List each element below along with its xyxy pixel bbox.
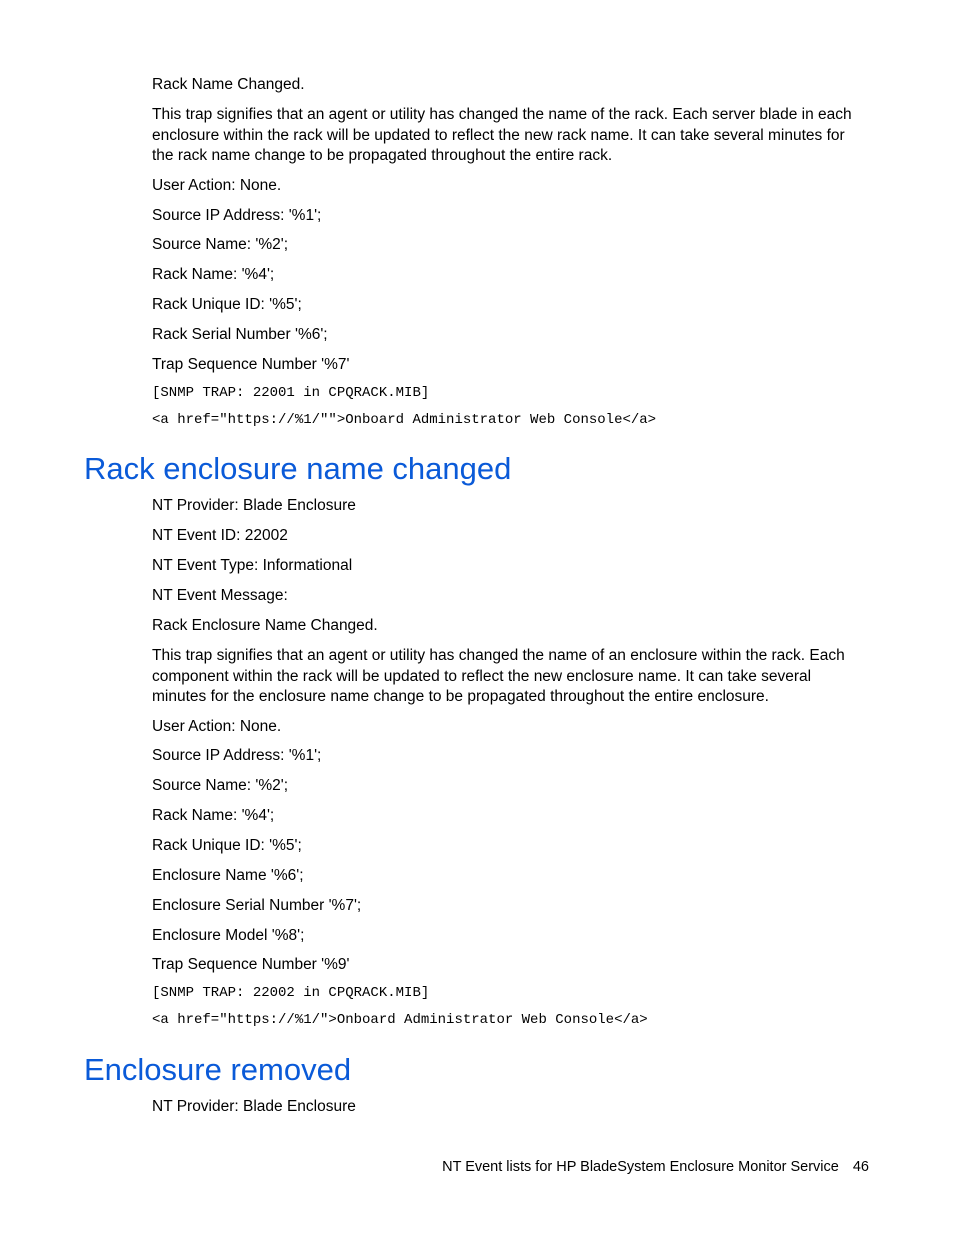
snmp-trap-line: [SNMP TRAP: 22002 in CPQRACK.MIB] (152, 985, 430, 1001)
event-description: This trap signifies that an agent or utility has changed the name of the rack. Each server blade in each enclosure within the rack will be updated to reflect the new rack name. It can take several minutes for the rack name change to be propagated throughout the entire rack. (152, 106, 852, 164)
console-link-code: <a href="https://%1/">Onboard Administrator Web Console</a> (152, 1012, 648, 1028)
nt-event-type-text: NT Event Type: Informational (152, 557, 353, 574)
user-action-text: User Action: None. (152, 718, 282, 735)
page-footer (442, 1158, 869, 1176)
event-message-text: Rack Name Changed. (152, 76, 305, 93)
field-line: Trap Sequence Number '%9' (152, 956, 350, 973)
nt-event-message-label: NT Event Message: (152, 587, 288, 604)
event-message-text: Rack Enclosure Name Changed. (152, 617, 378, 634)
snmp-trap-line: [SNMP TRAP: 22001 in CPQRACK.MIB] (152, 385, 430, 401)
field-line: Rack Name: '%4'; (152, 807, 275, 824)
console-link-code: <a href="https://%1/"">Onboard Administrator Web Console</a> (152, 412, 657, 428)
field-line: Source Name: '%2'; (152, 777, 289, 794)
field-line: Rack Unique ID: '%5'; (152, 837, 302, 854)
user-action-text: User Action: None. (152, 177, 282, 194)
field-line: Enclosure Serial Number '%7'; (152, 897, 362, 914)
field-line: Enclosure Model '%8'; (152, 927, 305, 944)
field-line: Rack Serial Number '%6'; (152, 326, 328, 343)
field-line: Trap Sequence Number '%7' (152, 356, 350, 373)
nt-provider-text: NT Provider: Blade Enclosure (152, 497, 356, 514)
section-heading-enclosure-removed: Enclosure removed (84, 1052, 352, 1087)
page-number: 46 (852, 1159, 869, 1175)
field-line: Source Name: '%2'; (152, 236, 289, 253)
nt-provider-text: NT Provider: Blade Enclosure (152, 1098, 356, 1115)
footer-title: NT Event lists for HP BladeSystem Enclosure Monitor Service (442, 1159, 839, 1175)
section-heading-rack-enclosure: Rack enclosure name changed (84, 451, 512, 486)
field-line: Source IP Address: '%1'; (152, 747, 322, 764)
field-line: Enclosure Name '%6'; (152, 867, 304, 884)
field-line: Source IP Address: '%1'; (152, 207, 322, 224)
field-line: Rack Name: '%4'; (152, 266, 275, 283)
nt-event-id-text: NT Event ID: 22002 (152, 527, 288, 544)
event-description: This trap signifies that an agent or utility has changed the name of an enclosure within the rack. Each component within the rack will be updated to reflect the new enclosure name. It can take several minutes for the enclosure name change to be propagated throughout the entire enclosure. (152, 647, 845, 705)
field-line: Rack Unique ID: '%5'; (152, 296, 302, 313)
